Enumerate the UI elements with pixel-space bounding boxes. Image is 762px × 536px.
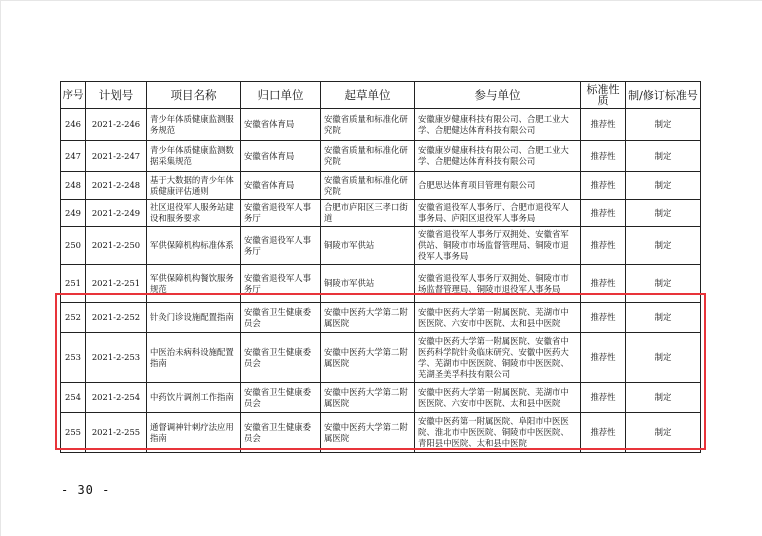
header-drafter: 起草单位 (321, 82, 415, 109)
cell-drafter: 安徽中医药大学第二附属医院 (321, 333, 415, 383)
cell-seq: 253 (61, 333, 86, 383)
cell-drafter: 安徽中医药大学第二附属医院 (321, 303, 415, 333)
cell-drafter: 合肥市庐阳区三孝口街道 (321, 200, 415, 227)
standards-table (60, 81, 701, 453)
cell-nature: 推荐性 (581, 227, 626, 265)
cell-participants: 安徽康岁健康科技有限公司、合肥工业大学、合肥健达体育科技有限公司 (415, 109, 581, 141)
cell-revision: 制定 (626, 109, 701, 141)
cell-participants: 安徽中医药大学第一附属医院、芜湖市中医医院、六安市中医院、太和县中医院 (415, 383, 581, 413)
cell-plan-no: 2021-2-248 (86, 172, 147, 200)
cell-drafter: 安徽中医药大学第二附属医院 (321, 383, 415, 413)
table-row (61, 227, 701, 265)
cell-revision: 制定 (626, 303, 701, 333)
cell-plan-no: 2021-2-254 (86, 383, 147, 413)
cell-revision: 制定 (626, 200, 701, 227)
cell-seq: 247 (61, 141, 86, 172)
cell-participants: 安徽省退役军人事务厅双拥处、铜陵市市场监督管理局、铜陵市退役军人事务局 (415, 265, 581, 303)
cell-nature: 推荐性 (581, 141, 626, 172)
cell-dept: 安徽省体育局 (241, 141, 321, 172)
cell-revision: 制定 (626, 172, 701, 200)
cell-seq: 254 (61, 383, 86, 413)
cell-dept: 安徽省体育局 (241, 172, 321, 200)
cell-revision: 制定 (626, 141, 701, 172)
cell-seq: 246 (61, 109, 86, 141)
cell-nature: 推荐性 (581, 383, 626, 413)
cell-revision: 制定 (626, 227, 701, 265)
cell-nature: 推荐性 (581, 200, 626, 227)
cell-nature: 推荐性 (581, 109, 626, 141)
cell-dept: 安徽省体育局 (241, 109, 321, 141)
cell-participants: 安徽中医药大学第一附属医院、芜湖市中医医院、六安市中医院、太和县中医院 (415, 303, 581, 333)
table-row (61, 333, 701, 383)
cell-drafter: 安徽中医药大学第二附属医院 (321, 413, 415, 453)
header-participants: 参与单位 (415, 82, 581, 109)
header-seq: 序号 (61, 82, 86, 109)
cell-revision: 制定 (626, 265, 701, 303)
cell-nature: 推荐性 (581, 333, 626, 383)
cell-nature: 推荐性 (581, 303, 626, 333)
cell-dept: 安徽省卫生健康委员会 (241, 333, 321, 383)
header-name: 项目名称 (147, 82, 241, 109)
table-row (61, 141, 701, 172)
cell-seq: 249 (61, 200, 86, 227)
cell-dept: 安徽省退役军人事务厅 (241, 200, 321, 227)
table-header-row (61, 82, 701, 109)
cell-seq: 251 (61, 265, 86, 303)
cell-name: 军供保障机构标准体系 (147, 227, 241, 265)
cell-name: 社区退役军人服务站建设和服务要求 (147, 200, 241, 227)
cell-participants: 安徽康岁健康科技有限公司、合肥工业大学、合肥健达体育科技有限公司 (415, 141, 581, 172)
page-edge (0, 0, 1, 536)
cell-participants: 安徽省退役军人事务厅双拥处、安徽省军供站、铜陵市市场监督管理局、铜陵市退役军人事务局 (415, 227, 581, 265)
cell-participants: 合肥思达体育项目管理有限公司 (415, 172, 581, 200)
cell-drafter: 铜陵市军供站 (321, 227, 415, 265)
header-nature: 标准性质 (581, 82, 626, 109)
cell-plan-no: 2021-2-249 (86, 200, 147, 227)
cell-drafter: 安徽省质量和标准化研究院 (321, 172, 415, 200)
cell-name: 基于大数据的青少年体质健康评估通则 (147, 172, 241, 200)
cell-plan-no: 2021-2-255 (86, 413, 147, 453)
page-edge (0, 0, 762, 1)
cell-dept: 安徽省退役军人事务厅 (241, 227, 321, 265)
cell-revision: 制定 (626, 333, 701, 383)
cell-plan-no: 2021-2-250 (86, 227, 147, 265)
cell-seq: 252 (61, 303, 86, 333)
cell-dept: 安徽省卫生健康委员会 (241, 383, 321, 413)
cell-name: 中药饮片调剂工作指南 (147, 383, 241, 413)
cell-drafter: 安徽省质量和标准化研究院 (321, 109, 415, 141)
cell-dept: 安徽省卫生健康委员会 (241, 413, 321, 453)
cell-dept: 安徽省退役军人事务厅 (241, 265, 321, 303)
table-row (61, 383, 701, 413)
cell-seq: 248 (61, 172, 86, 200)
table-row (61, 109, 701, 141)
cell-seq: 255 (61, 413, 86, 453)
cell-participants: 安徽中医药第一附属医院、阜阳市中医医院、淮北市中医医院、铜陵市中医医院、青阳县中医院、太和县中医院 (415, 413, 581, 453)
header-dept: 归口单位 (241, 82, 321, 109)
header-revision: 制/修订标准号 (626, 82, 701, 109)
page-number: - 30 - (61, 483, 111, 497)
table-row (61, 413, 701, 453)
cell-revision: 制定 (626, 383, 701, 413)
table-row (61, 200, 701, 227)
cell-drafter: 铜陵市军供站 (321, 265, 415, 303)
cell-nature: 推荐性 (581, 172, 626, 200)
cell-nature: 推荐性 (581, 265, 626, 303)
cell-plan-no: 2021-2-252 (86, 303, 147, 333)
cell-plan-no: 2021-2-247 (86, 141, 147, 172)
cell-name: 中医治未病科设施配置指南 (147, 333, 241, 383)
cell-plan-no: 2021-2-253 (86, 333, 147, 383)
cell-name: 通督调神针刺疗法应用指南 (147, 413, 241, 453)
table-row (61, 265, 701, 303)
cell-dept: 安徽省卫生健康委员会 (241, 303, 321, 333)
cell-nature: 推荐性 (581, 413, 626, 453)
table-row (61, 172, 701, 200)
cell-name: 青少年体质健康监测数据采集规范 (147, 141, 241, 172)
table-row (61, 303, 701, 333)
cell-seq: 250 (61, 227, 86, 265)
cell-name: 军供保障机构餐饮服务规范 (147, 265, 241, 303)
cell-revision: 制定 (626, 413, 701, 453)
cell-participants: 安徽省退役军人事务厅、合肥市退役军人事务局、庐阳区退役军人事务局 (415, 200, 581, 227)
cell-name: 针灸门诊设施配置指南 (147, 303, 241, 333)
cell-drafter: 安徽省质量和标准化研究院 (321, 141, 415, 172)
header-plan-no: 计划号 (86, 82, 147, 109)
cell-name: 青少年体质健康监测服务规范 (147, 109, 241, 141)
cell-plan-no: 2021-2-246 (86, 109, 147, 141)
cell-plan-no: 2021-2-251 (86, 265, 147, 303)
cell-participants: 安徽中医药大学第一附属医院、安徽省中医药科学院针灸临床研究、安徽中医药大学、芜湖市中医医院、铜陵市中医医院、芜湖圣美孚科技有限公司 (415, 333, 581, 383)
